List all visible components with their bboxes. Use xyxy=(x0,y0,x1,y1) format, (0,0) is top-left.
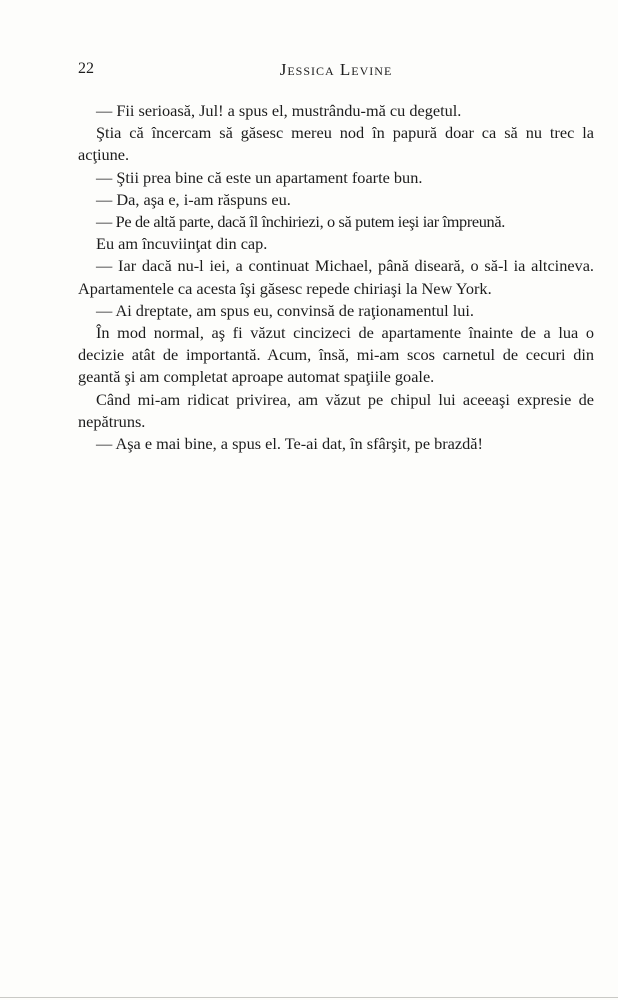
page-header xyxy=(78,60,594,86)
paragraph: — Ştii prea bine că este un apartament foarte bun. xyxy=(96,167,423,187)
paragraph: — Fii serioasă, Jul! a spus el, mustrându-mă cu degetul. xyxy=(96,101,462,120)
page-number: 22 xyxy=(78,60,94,77)
paragraph: — Iar dacă nu-l iei, a continuat Michael, până diseară, o să-l ia altcineva. Apartamentele ca acesta îşi găsesc repede chiriaşi la New York. xyxy=(78,256,594,298)
paragraph: Eu am încuviinţat din cap. xyxy=(96,234,268,254)
paragraph: — Da, aşa e, i-am răspuns eu. xyxy=(96,189,291,209)
paragraph: În mod normal, aş fi văzut cincizeci de apartamente înainte de a lua o decizie atât de importantă. Acum, însă, mi-am scos carnetul de cecuri din geantă şi am completat aproape automat spaţiile goale. xyxy=(78,323,594,387)
paragraph: Când mi-am ridicat privirea, am văzut pe chipul lui aceeaşi expresie de nepătruns. xyxy=(78,389,594,431)
paragraph: — Aşa e mai bine, a spus el. Te-ai dat, în sfârşit, pe brazdă! xyxy=(96,434,483,454)
body-text xyxy=(78,100,594,455)
page-edge-line xyxy=(0,997,618,998)
running-title: Jessica Levine xyxy=(279,60,393,79)
paragraph: Ştia că încercam să găsesc mereu nod în papură doar ca să nu trec la acţiune. xyxy=(78,123,594,165)
paragraph: — Pe de altă parte, dacă îl închiriezi, o să putem ieşi iar împreună. xyxy=(96,212,505,232)
paragraph: — Ai dreptate, am spus eu, convinsă de raţionamentul lui. xyxy=(96,300,474,320)
